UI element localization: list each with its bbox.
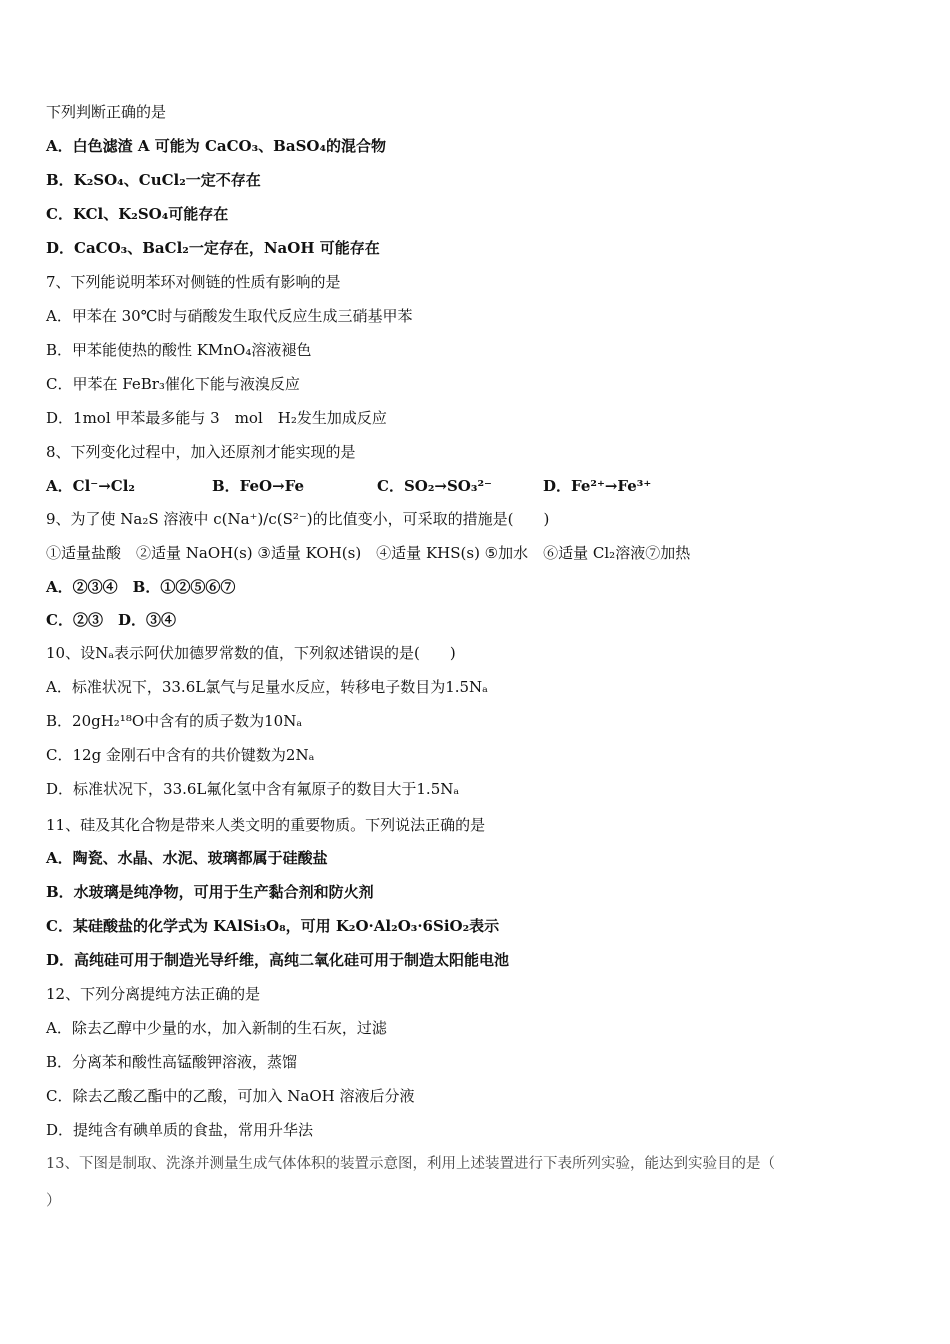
q8-option-b: B．FeO→Fe xyxy=(212,477,305,495)
q10-option-b: B．20gH₂¹⁸O中含有的质子数为10Nₐ xyxy=(46,712,303,730)
q9-measures: ①适量盐酸 ②适量 NaOH(s) ③适量 KOH(s) ④适量 KHS(s) ⑤加水 ⑥适量 Cl₂溶液⑦加热 xyxy=(46,544,691,562)
q10-option-a: A．标准状况下，33.6L氯气与足量水反应，转移电子数目为1.5Nₐ xyxy=(46,678,488,696)
q11-option-b: B．水玻璃是纯净物，可用于生产黏合剂和防火剂 xyxy=(46,883,374,901)
q6-option-d: D．CaCO₃、BaCl₂一定存在，NaOH 可能存在 xyxy=(46,239,380,257)
q10-stem: 10、设Nₐ表示阿伏加德罗常数的值，下列叙述错误的是( ) xyxy=(46,644,456,662)
q7-option-c: C．甲苯在 FeBr₃催化下能与液溴反应 xyxy=(46,375,300,393)
q9-stem: 9、为了使 Na₂S 溶液中 c(Na⁺)/c(S²⁻)的比值变小，可采取的措施是( ) xyxy=(46,510,550,528)
q9-options-ab: A．②③④ B．①②⑤⑥⑦ xyxy=(46,578,236,596)
q10-option-c: C．12g 金刚石中含有的共价键数为2Nₐ xyxy=(46,746,315,764)
q12-option-a: A．除去乙醇中少量的水，加入新制的生石灰，过滤 xyxy=(46,1019,387,1037)
q12-stem: 12、下列分离提纯方法正确的是 xyxy=(46,985,261,1003)
q13-stem: 13、下图是制取、洗涤并测量生成气体体积的装置示意图，利用上述装置进行下表所列实验，能达到实验目的是（ xyxy=(46,1156,775,1172)
q11-option-a: A．陶瓷、水晶、水泥、玻璃都属于硅酸盐 xyxy=(46,849,328,867)
q12-option-b: B．分离苯和酸性高锰酸钾溶液，蒸馏 xyxy=(46,1053,298,1071)
q9-options-cd: C．②③ D．③④ xyxy=(46,611,176,629)
q8-option-c: C．SO₂→SO₃²⁻ xyxy=(377,477,492,495)
q12-option-d: D．提纯含有碘单质的食盐，常用升华法 xyxy=(46,1121,314,1139)
q8-stem: 8、下列变化过程中，加入还原剂才能实现的是 xyxy=(46,443,356,461)
q8-options xyxy=(46,476,906,496)
q8-option-a: A．Cl⁻→Cl₂ xyxy=(46,477,135,495)
q7-stem: 7、下列能说明苯环对侧链的性质有影响的是 xyxy=(46,273,341,291)
q11-option-d: D．高纯硅可用于制造光导纤维，高纯二氧化硅可用于制造太阳能电池 xyxy=(46,951,510,969)
q6-option-a: A．白色滤渣 A 可能为 CaCO₃、BaSO₄的混合物 xyxy=(46,137,387,155)
q11-stem: 11、硅及其化合物是带来人类文明的重要物质。下列说法正确的是 xyxy=(46,816,486,834)
q13-stem-continued: ） xyxy=(46,1191,62,1209)
q10-option-d: D．标准状况下，33.6L氟化氢中含有氟原子的数目大于1.5Nₐ xyxy=(46,780,460,798)
q8-option-d: D．Fe²⁺→Fe³⁺ xyxy=(543,477,652,495)
q6-option-b: B．K₂SO₄、CuCl₂一定不存在 xyxy=(46,171,261,189)
q7-option-a: A．甲苯在 30℃时与硝酸发生取代反应生成三硝基甲苯 xyxy=(46,307,413,325)
q6-stem: 下列判断正确的是 xyxy=(46,103,167,121)
q7-option-d: D．1mol 甲苯最多能与 3 mol H₂发生加成反应 xyxy=(46,409,387,427)
q11-option-c: C．某硅酸盐的化学式为 KAlSi₃O₈，可用 K₂O·Al₂O₃·6SiO₂表示 xyxy=(46,917,500,935)
q7-option-b: B．甲苯能使热的酸性 KMnO₄溶液褪色 xyxy=(46,341,312,359)
q6-option-c: C．KCl、K₂SO₄可能存在 xyxy=(46,205,229,223)
q12-option-c: C．除去乙酸乙酯中的乙酸，可加入 NaOH 溶液后分液 xyxy=(46,1087,415,1105)
